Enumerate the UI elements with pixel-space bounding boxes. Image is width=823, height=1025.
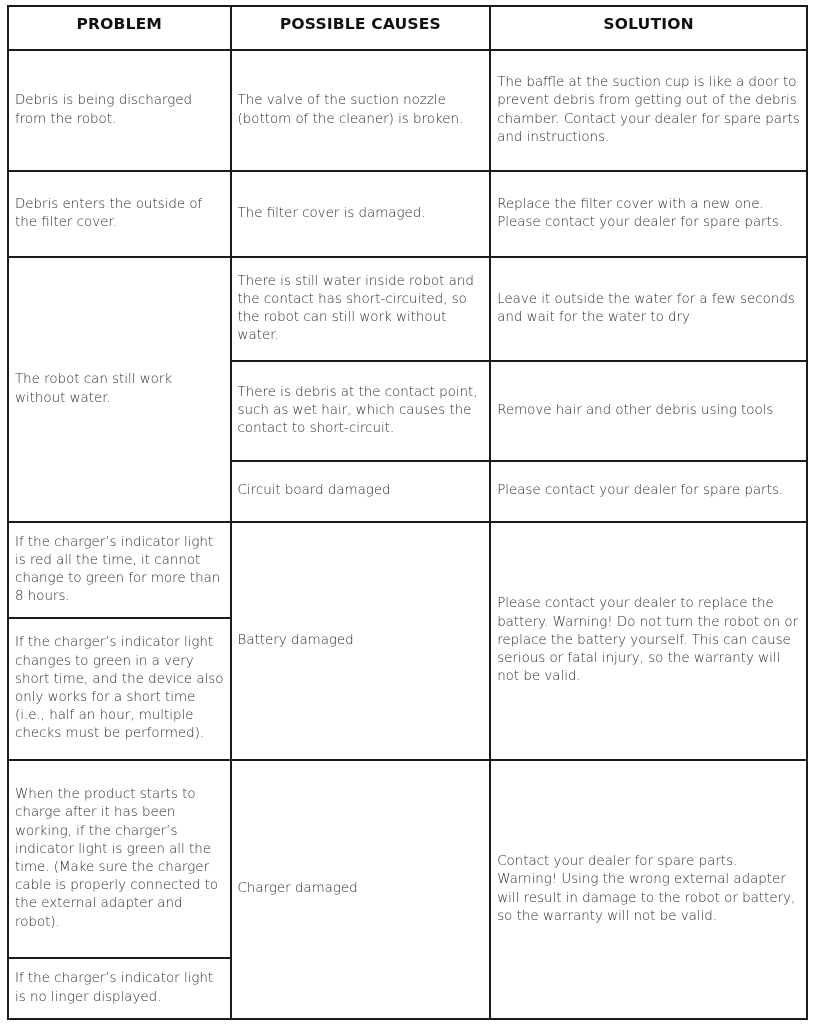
solution-cell: Please contact your dealer for spare parts. — [490, 461, 807, 522]
header-row — [8, 6, 807, 50]
problem-cell: When the product starts to charge after it has been working, if the charger’s indicator light is green all the time. (Make sure the charger cable is properly connected to the external adapter and robot). — [8, 760, 231, 958]
solution-cell: Leave it outside the water for a few seconds and wait for the water to dry — [490, 257, 807, 361]
cause-cell: Battery damaged — [231, 522, 491, 760]
header-possible-causes: POSSIBLE CAUSES — [231, 6, 491, 50]
header-problem: PROBLEM — [8, 6, 231, 50]
problem-cell: Debris is being discharged from the robot. — [8, 50, 231, 171]
solution-cell: Replace the filter cover with a new one. Please contact your dealer for spare parts. — [490, 171, 807, 257]
table-row — [8, 522, 807, 618]
solution-cell: Please contact your dealer to replace the battery. Warning! Do not turn the robot on or replace the battery yourself. This can cause serious or fatal injury, so the warranty will not be valid. — [490, 522, 807, 760]
cause-cell: Circuit board damaged — [231, 461, 491, 522]
solution-cell: Remove hair and other debris using tools — [490, 361, 807, 461]
header-solution: SOLUTION — [490, 6, 807, 50]
problem-cell: Debris enters the outside of the filter cover. — [8, 171, 231, 257]
cause-cell: The valve of the suction nozzle (bottom of the cleaner) is broken. — [231, 50, 491, 171]
table-row — [8, 257, 807, 361]
troubleshooting-table — [7, 5, 808, 1020]
problem-cell: If the charger’s indicator light is no linger displayed. — [8, 958, 231, 1019]
table-row — [8, 760, 807, 958]
cause-cell: The filter cover is damaged. — [231, 171, 491, 257]
cause-cell: There is still water inside robot and the contact has short-circuited, so the robot can still work without water. — [231, 257, 491, 361]
problem-cell: If the charger’s indicator light changes to green in a very short time, and the device also only works for a short time (i.e., half an hour, multiple checks must be performed). — [8, 618, 231, 760]
problem-cell: The robot can still work without water. — [8, 257, 231, 522]
problem-cell: If the charger’s indicator light is red all the time, it cannot change to green for more than 8 hours. — [8, 522, 231, 618]
solution-cell: Contact your dealer for spare parts. Warning! Using the wrong external adapter will result in damage to the robot or battery, so the warranty will not be valid. — [490, 760, 807, 1019]
cause-cell: There is debris at the contact point, such as wet hair, which causes the contact to short-circuit. — [231, 361, 491, 461]
solution-cell: The baffle at the suction cup is like a door to prevent debris from getting out of the debris chamber. Contact your dealer for spare parts and instructions. — [490, 50, 807, 171]
table-row — [8, 50, 807, 171]
cause-cell: Charger damaged — [231, 760, 491, 1019]
table-row — [8, 171, 807, 257]
